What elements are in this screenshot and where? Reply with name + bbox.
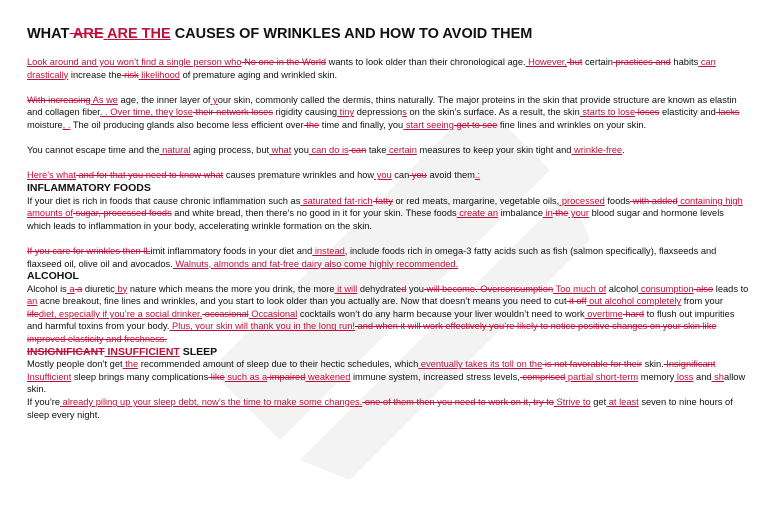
deleted-text: you <box>409 170 427 181</box>
body-text: to flush out impurities and harmful toxins from your body. <box>27 308 735 332</box>
body-text: habits <box>670 57 699 67</box>
body-text: increase the <box>68 69 122 80</box>
inserted-text: start seeing <box>403 119 454 130</box>
inserted-text: consumption <box>638 283 694 294</box>
body-text: take <box>366 145 387 156</box>
inserted-text: tiny <box>337 107 355 118</box>
inserted-text: INSUFFICIENT <box>104 345 180 358</box>
deleted-text: Insignificant <box>663 359 716 370</box>
inserted-text: a <box>66 283 75 294</box>
body-text: allow skin. <box>27 371 746 395</box>
inserted-text: at least <box>606 397 639 408</box>
inserted-text: already piling up your sleep debt, now’s the time to make some changes. <box>60 397 363 408</box>
inserted-text: However, <box>525 57 567 67</box>
inserted-text: Here’s what <box>27 170 76 181</box>
deleted-text: and for that you need to know what <box>75 170 224 181</box>
inserted-text: As we <box>90 94 118 105</box>
body-text: imit inflammatory foods in your diet and <box>150 245 313 256</box>
inserted-text: overtime <box>584 308 623 319</box>
inserted-text: instead <box>312 245 345 256</box>
body-text: certain <box>582 57 613 67</box>
inserted-text: in <box>543 208 553 219</box>
deleted-text: comprised <box>519 371 566 382</box>
body-text: acne breakout, fine lines and wrinkles, and you start to look older than you actually are. Now that doesn’t means you need to cut <box>37 296 567 307</box>
inserted-text: containing high amounts of <box>27 195 743 219</box>
inserted-text: certain <box>386 145 417 156</box>
body-text: recommended amount of sleep due to their hectic schedules, which <box>138 359 419 370</box>
heading-sleep <box>27 346 749 359</box>
inserted-text: loss <box>674 371 694 382</box>
deleted-text: their network loses <box>192 107 273 118</box>
body-text: from your <box>681 296 723 307</box>
body-text: Mostly people don’t get <box>27 359 123 370</box>
inserted-text: can drastically <box>27 57 716 80</box>
heading-text: SLEEP <box>179 345 218 358</box>
paragraph-sleep <box>27 358 749 396</box>
body-text: aging process, but <box>190 145 270 156</box>
inserted-text: y <box>210 94 218 105</box>
body-text: immune system, increased stress levels, <box>350 371 520 382</box>
inserted-text: your <box>568 208 590 219</box>
paragraph-intro <box>27 56 749 81</box>
inserted-text: ARE THE <box>103 26 171 42</box>
deleted-text: INSIGNIFICANT <box>27 345 105 358</box>
body-text: nature which means the more you drink, the more <box>127 283 335 294</box>
deleted-text: lacks <box>715 107 740 118</box>
body-text: causes premature wrinkles and how <box>223 170 375 181</box>
body-text: memory <box>638 371 675 382</box>
body-text: If your diet is rich in foods that cause chronic inflammation such as <box>27 195 301 206</box>
inserted-text: diet, especially if you’re a social drinker. <box>38 308 203 319</box>
paragraph-limit-foods <box>27 245 749 270</box>
body-text: diuretic <box>82 283 115 294</box>
deleted-text: If you care for wrinkles then lL <box>27 245 151 256</box>
inserted-text: you <box>374 170 392 181</box>
body-text: age, the inner layer of <box>117 94 211 105</box>
body-text: blood sugar and hormone levels which leads to inflammation in your body, accelerating wrinkle formation on the skin. <box>27 208 724 231</box>
deleted-text: ARE <box>69 26 104 42</box>
body-text: on the skin’s surface. As a result, the skin <box>406 107 580 118</box>
inserted-text: the <box>122 359 139 370</box>
deleted-text: impaired <box>267 371 306 382</box>
body-text: measures to keep your skin tight and <box>416 145 572 156</box>
paragraph-alcohol <box>27 283 749 346</box>
deleted-text: No one in the World <box>241 57 327 67</box>
deleted-text: loses <box>635 107 660 118</box>
inserted-text: , . <box>62 119 71 130</box>
inserted-text: wrinkle-free <box>571 145 623 156</box>
deleted-text: one of them then you need to work on it, try to <box>362 397 554 408</box>
title-text: WHAT <box>27 26 70 42</box>
inserted-text: Insufficient <box>27 371 72 382</box>
body-text: seven to nine hours of sleep every night. <box>27 397 733 420</box>
deleted-text: a <box>74 283 83 294</box>
deleted-text: it off <box>566 296 587 307</box>
inserted-text: saturated fat-rich <box>300 195 373 206</box>
inserted-text: natural <box>159 145 191 156</box>
deleted-text: is not favorable for their <box>542 359 643 370</box>
deleted-text: also <box>693 283 714 294</box>
inserted-text: processed <box>559 195 605 206</box>
body-text: avoid them <box>426 170 475 181</box>
body-text: moisture <box>27 119 63 130</box>
inserted-text: what <box>269 145 292 156</box>
body-text: If you’re <box>27 397 61 408</box>
paragraph-heres-what <box>27 169 749 182</box>
deleted-text: practices and <box>612 57 671 67</box>
inserted-text: Look around and you won’t find a single person who <box>27 57 242 67</box>
inserted-text: can do is <box>308 145 349 156</box>
body-text: our skin, commonly called the dermis, thins naturally. The major proteins in the skin that provide structure are known as elastin and collagen fiber <box>27 94 737 118</box>
inserted-text: eventually takes its toll on the <box>418 359 543 370</box>
inserted-text: likelihood <box>138 69 180 80</box>
inserted-text: Too much of <box>553 283 607 294</box>
deleted-text: risk <box>121 69 139 80</box>
body-text: dehydrate <box>357 283 402 294</box>
paragraph-time <box>27 144 749 157</box>
deleted-text: With increasing <box>27 94 91 105</box>
body-text: elasticity and <box>659 107 716 118</box>
body-text: imbalance <box>498 208 543 219</box>
body-text: The oil producing glands also become less efficient over <box>70 119 304 130</box>
inserted-text: out alcohol completely <box>586 296 682 307</box>
inserted-text: Plus, your skin will thank you in the long run! <box>169 321 355 332</box>
body-text: . <box>622 145 625 156</box>
body-text: depression <box>354 107 403 118</box>
paragraph-inflammatory <box>27 195 749 233</box>
inserted-text: an <box>27 296 38 307</box>
body-text: and <box>693 371 712 382</box>
inserted-text: starts to lose <box>579 107 636 118</box>
deleted-text: life <box>27 308 39 319</box>
inserted-text: s <box>402 107 407 118</box>
inserted-text: sh <box>711 371 724 382</box>
deleted-text: fatty <box>372 195 393 206</box>
body-text: Alcohol is <box>27 283 67 294</box>
deleted-text: can <box>348 145 367 156</box>
body-text: You cannot escape time and the <box>27 145 160 156</box>
inserted-text: such as a <box>224 371 268 382</box>
body-text: sleep brings many complications <box>71 371 209 382</box>
inserted-text: partial short-term <box>565 371 639 382</box>
deleted-text: hard <box>622 308 645 319</box>
deleted-text: like <box>208 371 225 382</box>
body-text: or red meats, margarine, vegetable oils, <box>392 195 560 206</box>
deleted-text: occasional <box>202 308 249 319</box>
title-text: CAUSES OF WRINKLES AND HOW TO AVOID THEM <box>170 26 533 42</box>
body-text: get <box>590 397 607 408</box>
deleted-text: the <box>552 208 569 219</box>
deleted-text: d <box>401 283 407 294</box>
inserted-text: Walnuts, almonds and fat-free dairy also come highly recommended. <box>172 258 459 269</box>
body-text: time and finally, you <box>319 119 404 130</box>
body-text: you <box>291 145 309 156</box>
inserted-text: .: <box>474 170 481 181</box>
body-text: alcohol <box>606 283 639 294</box>
inserted-text: Strive to <box>553 397 591 408</box>
body-text: can <box>391 170 410 181</box>
inserted-text: weakened <box>305 371 351 382</box>
inserted-text: create an <box>456 208 499 219</box>
inserted-text: it will <box>334 283 358 294</box>
body-text: cocktails won’t do any harm because your liver wouldn’t need to work <box>297 308 585 319</box>
body-text: wants to look older than their chronological age. <box>326 57 526 67</box>
body-text: rigidity causing <box>273 107 338 118</box>
deleted-text: sugar, processed foods <box>73 208 172 219</box>
heading-inflammatory-foods: INFLAMMATORY FOODS <box>27 181 151 194</box>
deleted-text: the <box>303 119 320 130</box>
body-text: of premature aging and wrinkled skin. <box>179 69 338 80</box>
deleted-text: but <box>566 57 583 67</box>
body-text: and white bread, then there’s no good in it for your skin. These foods <box>171 208 457 219</box>
deleted-text: will become. <box>423 283 478 294</box>
deleted-text: get to see <box>453 119 498 130</box>
document-page <box>27 24 749 421</box>
deleted-text: Overconsumption <box>477 283 554 294</box>
inserted-text: Occasional <box>248 308 298 319</box>
heading-alcohol: ALCOHOL <box>27 270 79 283</box>
inserted-text: by <box>114 283 128 294</box>
body-text: skin. <box>642 359 664 370</box>
deleted-text: with added <box>630 195 678 206</box>
document-title <box>27 24 749 44</box>
body-text: you <box>406 283 424 294</box>
body-text: leads to <box>713 283 749 294</box>
body-text: , include foods rich in omega-3 fatty acids such as fish (salmon specifically), flaxseeds and flaxseed oil, olive oil and avocados. <box>27 245 717 269</box>
body-text: fine lines and wrinkles on your skin. <box>497 119 647 130</box>
inserted-text: . . Over time, they lose <box>99 107 193 118</box>
body-text: foods <box>604 195 631 206</box>
paragraph-dermis <box>27 94 749 132</box>
deleted-text: and when it will work effectively you’re likely to notice positive changes on your skin like improved elasticity and freshness. <box>27 321 717 345</box>
paragraph-sleep-advice <box>27 396 749 421</box>
